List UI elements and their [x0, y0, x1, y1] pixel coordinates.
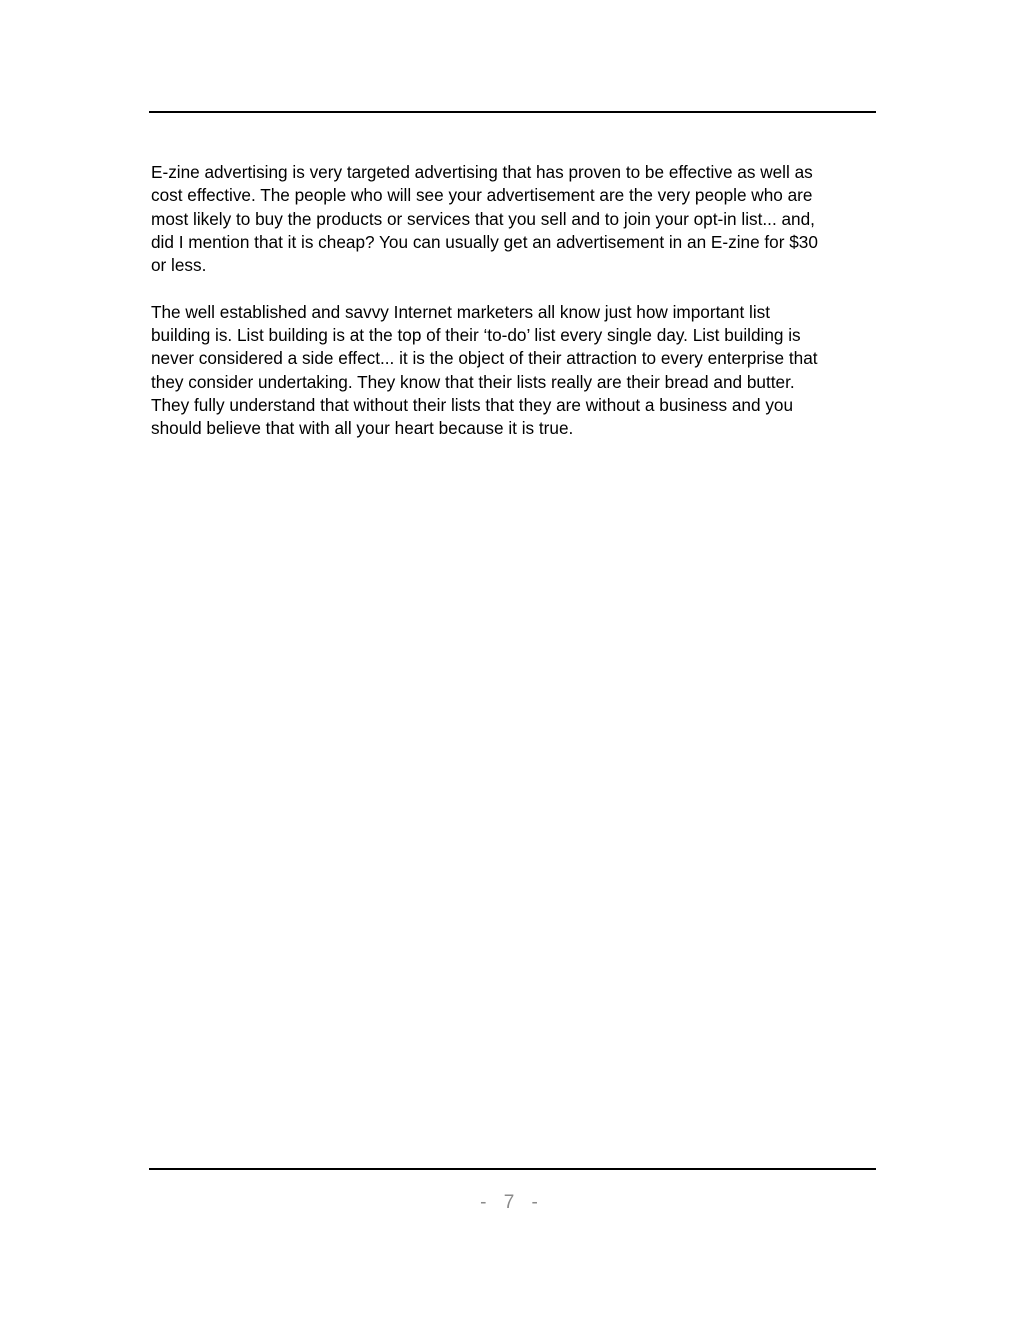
paragraph-list-building: The well established and savvy Internet marketers all know just how important list building is. List building is at the top of their ‘to-do’ list every single day. List building is never considered a side effect... it is the object of their attraction to every enterprise that they consider undertaking. They know that their lists really are their bread and butter. They fully understand that without their lists that they are without a business and you should believe that with all your heart because it is true.: [151, 301, 818, 439]
footer-rule: [149, 1168, 876, 1170]
header-rule: [149, 111, 876, 113]
paragraph-ezine-advertising: E-zine advertising is very targeted advertising that has proven to be effective as well as cost effective. The people who will see your advertisement are the very people who are most likely to buy the products or services that you sell and to join your opt-in list... and, did I mention that it is cheap? You can usually get an advertisement in an E-zine for $30 or less.: [151, 162, 818, 276]
body-text: [151, 161, 876, 441]
page-number: - 7 -: [480, 1192, 544, 1213]
